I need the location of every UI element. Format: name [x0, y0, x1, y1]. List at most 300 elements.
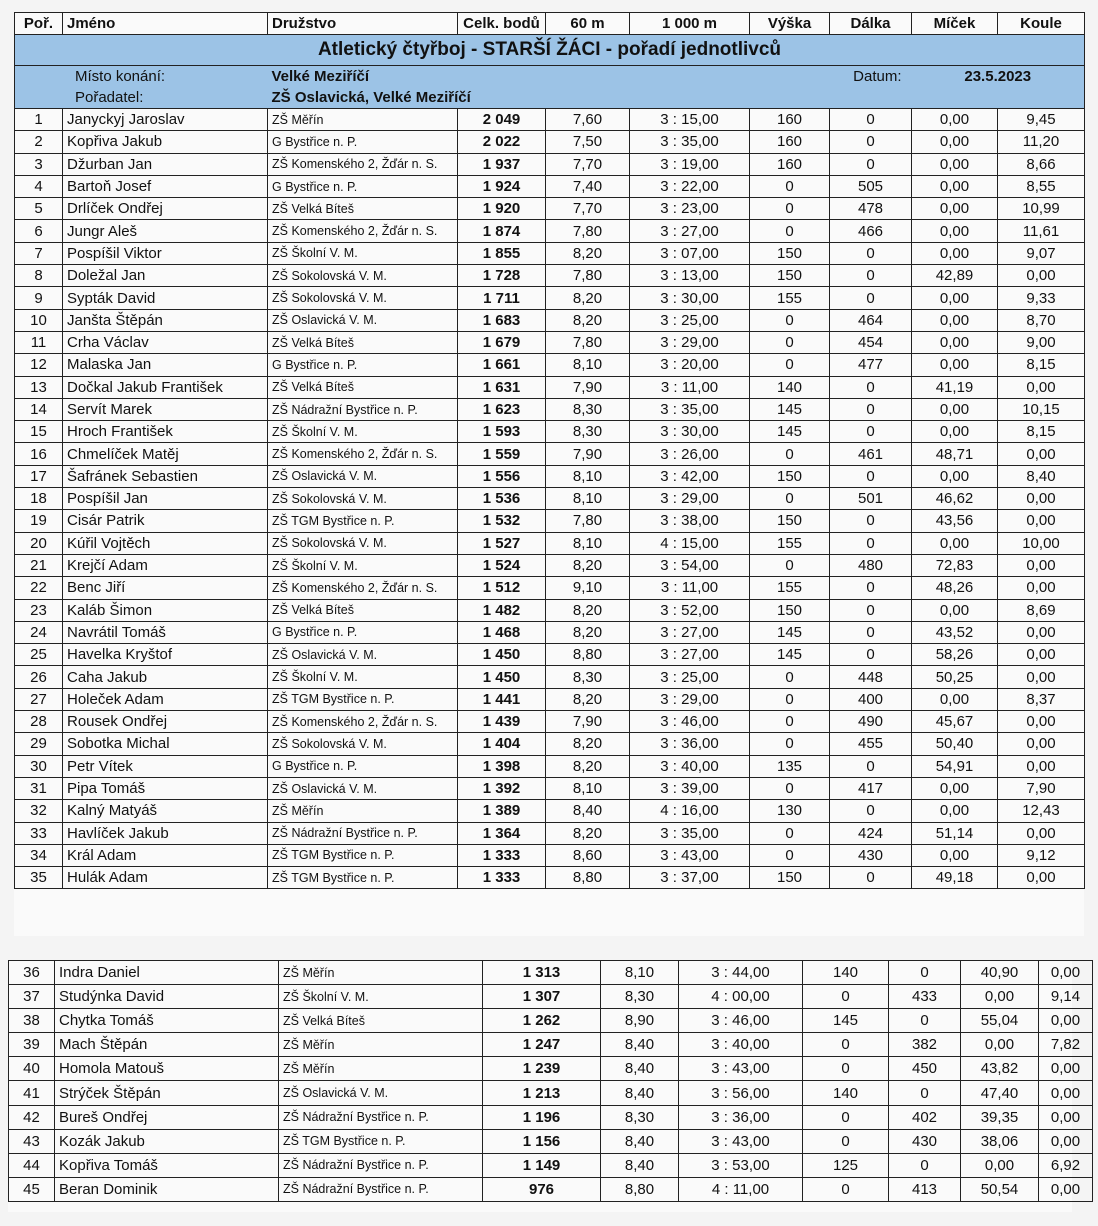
table-row — [15, 688, 1085, 710]
cell-rank: 24 — [15, 621, 63, 643]
cell-run: 3 : 30,00 — [630, 421, 750, 443]
table-row — [15, 844, 1085, 866]
cell-total: 1 468 — [458, 621, 546, 643]
cell-sprint: 8,20 — [546, 621, 630, 643]
cell-ball: 0,00 — [912, 800, 998, 822]
cell-long: 0 — [830, 287, 912, 309]
cell-total: 1 404 — [458, 733, 546, 755]
cell-long: 454 — [830, 331, 912, 353]
cell-high: 0 — [803, 1057, 889, 1081]
cell-name: Mach Štěpán — [55, 1033, 279, 1057]
cell-rank: 20 — [15, 532, 63, 554]
cell-total: 1 631 — [458, 376, 546, 398]
cell-sprint: 7,90 — [546, 376, 630, 398]
cell-name: Hroch František — [63, 421, 268, 443]
cell-shot: 0,00 — [998, 733, 1085, 755]
cell-high: 0 — [750, 309, 830, 331]
cell-total: 1 392 — [458, 777, 546, 799]
cell-sprint: 8,30 — [546, 398, 630, 420]
cell-run: 3 : 37,00 — [630, 867, 750, 889]
table-row — [15, 220, 1085, 242]
cell-rank: 26 — [15, 666, 63, 688]
cell-ball: 50,54 — [961, 1177, 1039, 1201]
header-long-jump: Dálka — [830, 13, 912, 35]
cell-long: 0 — [889, 961, 961, 985]
cell-shot: 0,00 — [998, 755, 1085, 777]
cell-long: 478 — [830, 198, 912, 220]
cell-name: Kopřiva Tomáš — [55, 1153, 279, 1177]
cell-high: 150 — [750, 465, 830, 487]
cell-total: 1 920 — [458, 198, 546, 220]
cell-name: Pospíšil Jan — [63, 488, 268, 510]
cell-long: 490 — [830, 711, 912, 733]
cell-team: G Bystřice n. P. — [268, 131, 458, 153]
cell-long: 0 — [830, 421, 912, 443]
cell-shot: 0,00 — [998, 644, 1085, 666]
cell-team: ZŠ Velká Bíteš — [268, 376, 458, 398]
cell-ball: 43,56 — [912, 510, 998, 532]
cell-team: G Bystřice n. P. — [268, 621, 458, 643]
cell-sprint: 8,40 — [546, 800, 630, 822]
cell-total: 1 307 — [483, 985, 601, 1009]
cell-sprint: 8,10 — [546, 354, 630, 376]
cell-shot: 0,00 — [1039, 1105, 1093, 1129]
cell-total: 1 398 — [458, 755, 546, 777]
cell-rank: 14 — [15, 398, 63, 420]
cell-run: 3 : 27,00 — [630, 621, 750, 643]
cell-ball: 38,06 — [961, 1129, 1039, 1153]
cell-run: 4 : 15,00 — [630, 532, 750, 554]
cell-total: 1 196 — [483, 1105, 601, 1129]
cell-team: G Bystřice n. P. — [268, 354, 458, 376]
cell-run: 3 : 40,00 — [679, 1033, 803, 1057]
cell-sprint: 8,20 — [546, 309, 630, 331]
table-row — [15, 421, 1085, 443]
cell-rank: 29 — [15, 733, 63, 755]
cell-rank: 12 — [15, 354, 63, 376]
cell-rank: 16 — [15, 443, 63, 465]
header-high-jump: Výška — [750, 13, 830, 35]
cell-rank: 45 — [9, 1177, 55, 1201]
table-row — [9, 985, 1093, 1009]
cell-name: Chytka Tomáš — [55, 1009, 279, 1033]
cell-name: Doležal Jan — [63, 265, 268, 287]
cell-long: 0 — [830, 599, 912, 621]
cell-name: Sobotka Michal — [63, 733, 268, 755]
cell-team: ZŠ TGM Bystřice n. P. — [268, 510, 458, 532]
cell-team: ZŠ Školní V. M. — [268, 666, 458, 688]
cell-team: ZŠ Komenského 2, Žďár n. S. — [268, 153, 458, 175]
cell-shot: 0,00 — [1039, 1081, 1093, 1105]
cell-run: 3 : 43,00 — [679, 1129, 803, 1153]
cell-long: 501 — [830, 488, 912, 510]
cell-name: Petr Vítek — [63, 755, 268, 777]
cell-total: 1 855 — [458, 242, 546, 264]
cell-team: ZŠ Nádražní Bystřice n. P. — [279, 1177, 483, 1201]
cell-ball: 54,91 — [912, 755, 998, 777]
cell-shot: 8,15 — [998, 354, 1085, 376]
cell-team: ZŠ Oslavická V. M. — [279, 1081, 483, 1105]
cell-run: 3 : 42,00 — [630, 465, 750, 487]
table-row — [15, 443, 1085, 465]
cell-rank: 44 — [9, 1153, 55, 1177]
table-row — [9, 1081, 1093, 1105]
cell-rank: 42 — [9, 1105, 55, 1129]
cell-ball: 48,71 — [912, 443, 998, 465]
cell-run: 3 : 44,00 — [679, 961, 803, 985]
cell-shot: 9,45 — [998, 109, 1085, 131]
table-row — [15, 755, 1085, 777]
cell-high: 140 — [803, 961, 889, 985]
cell-total: 1 559 — [458, 443, 546, 465]
cell-rank: 30 — [15, 755, 63, 777]
table-row — [15, 867, 1085, 889]
cell-shot: 8,15 — [998, 421, 1085, 443]
cell-high: 160 — [750, 131, 830, 153]
cell-long: 0 — [889, 1009, 961, 1033]
cell-total: 1 333 — [458, 844, 546, 866]
cell-name: Kozák Jakub — [55, 1129, 279, 1153]
cell-team: ZŠ Školní V. M. — [279, 985, 483, 1009]
cell-long: 413 — [889, 1177, 961, 1201]
cell-run: 3 : 52,00 — [630, 599, 750, 621]
header-ball: Míček — [912, 13, 998, 35]
cell-ball: 0,00 — [912, 421, 998, 443]
cell-name: Studýnka David — [55, 985, 279, 1009]
cell-shot: 9,07 — [998, 242, 1085, 264]
cell-total: 1 937 — [458, 153, 546, 175]
cell-run: 3 : 46,00 — [679, 1009, 803, 1033]
cell-ball: 0,00 — [912, 198, 998, 220]
cell-team: ZŠ Školní V. M. — [268, 421, 458, 443]
cell-rank: 31 — [15, 777, 63, 799]
cell-high: 0 — [750, 733, 830, 755]
cell-rank: 32 — [15, 800, 63, 822]
cell-run: 3 : 22,00 — [630, 175, 750, 197]
cell-ball: 0,00 — [912, 777, 998, 799]
cell-team: ZŠ Sokolovská V. M. — [268, 265, 458, 287]
cell-ball: 48,26 — [912, 577, 998, 599]
cell-rank: 41 — [9, 1081, 55, 1105]
cell-long: 450 — [889, 1057, 961, 1081]
cell-team: ZŠ Školní V. M. — [268, 554, 458, 576]
cell-run: 4 : 16,00 — [630, 800, 750, 822]
cell-long: 0 — [830, 465, 912, 487]
cell-run: 3 : 36,00 — [679, 1105, 803, 1129]
cell-total: 1 389 — [458, 800, 546, 822]
table-row — [15, 242, 1085, 264]
cell-rank: 17 — [15, 465, 63, 487]
cell-shot: 0,00 — [1039, 1057, 1093, 1081]
cell-ball: 0,00 — [961, 1033, 1039, 1057]
cell-ball: 50,40 — [912, 733, 998, 755]
cell-ball: 46,62 — [912, 488, 998, 510]
cell-total: 1 661 — [458, 354, 546, 376]
cell-run: 3 : 25,00 — [630, 666, 750, 688]
cell-team: ZŠ Oslavická V. M. — [268, 777, 458, 799]
table-row — [15, 800, 1085, 822]
cell-high: 140 — [803, 1081, 889, 1105]
table-row — [15, 822, 1085, 844]
cell-long: 448 — [830, 666, 912, 688]
cell-run: 4 : 11,00 — [679, 1177, 803, 1201]
cell-ball: 0,00 — [912, 153, 998, 175]
cell-total: 1 623 — [458, 398, 546, 420]
cell-run: 3 : 26,00 — [630, 443, 750, 465]
cell-total: 1 450 — [458, 644, 546, 666]
cell-high: 140 — [750, 376, 830, 398]
cell-long: 402 — [889, 1105, 961, 1129]
cell-team: ZŠ Velká Bíteš — [268, 599, 458, 621]
cell-long: 417 — [830, 777, 912, 799]
cell-high: 150 — [750, 242, 830, 264]
cell-shot: 9,33 — [998, 287, 1085, 309]
header-1000m: 1 000 m — [630, 13, 750, 35]
header-name: Jméno — [63, 13, 268, 35]
cell-ball: 0,00 — [912, 331, 998, 353]
cell-long: 430 — [889, 1129, 961, 1153]
cell-total: 1 156 — [483, 1129, 601, 1153]
cell-team: ZŠ Nádražní Bystřice n. P. — [279, 1153, 483, 1177]
cell-shot: 8,55 — [998, 175, 1085, 197]
cell-long: 0 — [830, 242, 912, 264]
cell-high: 0 — [750, 666, 830, 688]
cell-long: 0 — [830, 376, 912, 398]
cell-sprint: 8,80 — [546, 867, 630, 889]
cell-total: 1 213 — [483, 1081, 601, 1105]
cell-rank: 4 — [15, 175, 63, 197]
cell-total: 1 149 — [483, 1153, 601, 1177]
cell-sprint: 8,40 — [601, 1057, 679, 1081]
cell-sprint: 8,10 — [546, 532, 630, 554]
cell-sprint: 8,20 — [546, 688, 630, 710]
cell-run: 3 : 38,00 — [630, 510, 750, 532]
cell-name: Jungr Aleš — [63, 220, 268, 242]
cell-name: Janšta Štěpán — [63, 309, 268, 331]
cell-total: 1 924 — [458, 175, 546, 197]
cell-high: 0 — [750, 711, 830, 733]
organizer-value: ZŠ Oslavická, Velké Meziříčí — [268, 87, 1085, 109]
cell-high: 0 — [803, 1129, 889, 1153]
date-value: 23.5.2023 — [912, 66, 1085, 88]
cell-team: ZŠ Sokolovská V. M. — [268, 733, 458, 755]
cell-name: Havlíček Jakub — [63, 822, 268, 844]
cell-run: 3 : 29,00 — [630, 488, 750, 510]
cell-run: 3 : 43,00 — [679, 1057, 803, 1081]
cell-high: 0 — [750, 488, 830, 510]
cell-name: Pospíšil Viktor — [63, 242, 268, 264]
cell-name: Hulák Adam — [63, 867, 268, 889]
column-headers — [15, 13, 1085, 35]
cell-high: 160 — [750, 109, 830, 131]
cell-ball: 0,00 — [912, 599, 998, 621]
cell-name: Janyckyj Jaroslav — [63, 109, 268, 131]
cell-long: 461 — [830, 443, 912, 465]
cell-high: 145 — [750, 644, 830, 666]
cell-shot: 8,37 — [998, 688, 1085, 710]
cell-name: Holeček Adam — [63, 688, 268, 710]
cell-ball: 0,00 — [912, 844, 998, 866]
cell-rank: 5 — [15, 198, 63, 220]
cell-team: ZŠ TGM Bystřice n. P. — [268, 844, 458, 866]
cell-total: 1 593 — [458, 421, 546, 443]
table-row — [9, 1033, 1093, 1057]
table-row — [9, 1129, 1093, 1153]
cell-high: 0 — [750, 777, 830, 799]
cell-total: 1 532 — [458, 510, 546, 532]
cell-ball: 41,19 — [912, 376, 998, 398]
results-sheet-top — [14, 12, 1084, 936]
cell-run: 3 : 56,00 — [679, 1081, 803, 1105]
cell-shot: 10,99 — [998, 198, 1085, 220]
cell-sprint: 8,10 — [601, 961, 679, 985]
cell-sprint: 8,20 — [546, 554, 630, 576]
cell-total: 1 512 — [458, 577, 546, 599]
cell-name: Indra Daniel — [55, 961, 279, 985]
table-row — [15, 198, 1085, 220]
cell-ball: 0,00 — [912, 175, 998, 197]
cell-run: 3 : 07,00 — [630, 242, 750, 264]
cell-sprint: 8,30 — [601, 985, 679, 1009]
cell-ball: 0,00 — [912, 465, 998, 487]
cell-run: 3 : 35,00 — [630, 131, 750, 153]
cell-sprint: 8,40 — [601, 1081, 679, 1105]
table-row — [15, 666, 1085, 688]
cell-team: ZŠ Velká Bíteš — [268, 331, 458, 353]
cell-team: ZŠ Oslavická V. M. — [268, 465, 458, 487]
cell-long: 0 — [830, 510, 912, 532]
cell-total: 1 247 — [483, 1033, 601, 1057]
cell-team: ZŠ Měřín — [279, 1057, 483, 1081]
cell-rank: 9 — [15, 287, 63, 309]
cell-run: 3 : 23,00 — [630, 198, 750, 220]
cell-shot: 7,82 — [1039, 1033, 1093, 1057]
table-row — [9, 1177, 1093, 1201]
cell-shot: 10,00 — [998, 532, 1085, 554]
cell-shot: 0,00 — [1039, 1009, 1093, 1033]
cell-high: 0 — [803, 1105, 889, 1129]
cell-run: 4 : 00,00 — [679, 985, 803, 1009]
cell-ball: 0,00 — [912, 242, 998, 264]
cell-rank: 43 — [9, 1129, 55, 1153]
cell-shot: 9,12 — [998, 844, 1085, 866]
cell-long: 466 — [830, 220, 912, 242]
cell-name: Pipa Tomáš — [63, 777, 268, 799]
cell-rank: 35 — [15, 867, 63, 889]
cell-name: Havelka Kryštof — [63, 644, 268, 666]
cell-long: 433 — [889, 985, 961, 1009]
cell-name: Caha Jakub — [63, 666, 268, 688]
cell-rank: 27 — [15, 688, 63, 710]
cell-shot: 0,00 — [998, 510, 1085, 532]
table-row — [15, 599, 1085, 621]
cell-name: Rousek Ondřej — [63, 711, 268, 733]
cell-high: 0 — [803, 1177, 889, 1201]
cell-name: Král Adam — [63, 844, 268, 866]
cell-run: 3 : 29,00 — [630, 688, 750, 710]
cell-name: Kopřiva Jakub — [63, 131, 268, 153]
cell-ball: 49,18 — [912, 867, 998, 889]
cell-high: 155 — [750, 577, 830, 599]
cell-team: ZŠ Měřín — [268, 800, 458, 822]
cell-high: 150 — [750, 599, 830, 621]
cell-team: ZŠ Oslavická V. M. — [268, 644, 458, 666]
cell-high: 0 — [750, 198, 830, 220]
table-row — [15, 577, 1085, 599]
cell-long: 455 — [830, 733, 912, 755]
cell-ball: 0,00 — [912, 354, 998, 376]
cell-total: 1 711 — [458, 287, 546, 309]
cell-name: Sypták David — [63, 287, 268, 309]
cell-long: 0 — [830, 153, 912, 175]
table-row — [15, 175, 1085, 197]
cell-rank: 15 — [15, 421, 63, 443]
cell-total: 1 874 — [458, 220, 546, 242]
cell-name: Benc Jiří — [63, 577, 268, 599]
table-row — [9, 1009, 1093, 1033]
cell-long: 0 — [830, 867, 912, 889]
sheet-title: Atletický čtyřboj - STARŠÍ ŽÁCI - pořadí jednotlivců — [15, 35, 1085, 66]
cell-high: 155 — [750, 287, 830, 309]
cell-name: Crha Václav — [63, 331, 268, 353]
cell-ball: 39,35 — [961, 1105, 1039, 1129]
cell-run: 3 : 27,00 — [630, 220, 750, 242]
cell-long: 424 — [830, 822, 912, 844]
cell-long: 0 — [830, 398, 912, 420]
cell-long: 0 — [889, 1153, 961, 1177]
cell-high: 145 — [750, 398, 830, 420]
cell-team: ZŠ Nádražní Bystřice n. P. — [268, 822, 458, 844]
cell-team: ZŠ Nádražní Bystřice n. P. — [279, 1105, 483, 1129]
cell-long: 505 — [830, 175, 912, 197]
cell-total: 2 022 — [458, 131, 546, 153]
cell-total: 1 364 — [458, 822, 546, 844]
header-total: Celk. bodů — [458, 13, 546, 35]
table-row — [15, 532, 1085, 554]
cell-long: 480 — [830, 554, 912, 576]
cell-rank: 8 — [15, 265, 63, 287]
cell-long: 0 — [830, 755, 912, 777]
table-row — [15, 488, 1085, 510]
table-row — [15, 309, 1085, 331]
cell-name: Bartoň Josef — [63, 175, 268, 197]
cell-shot: 0,00 — [1039, 1177, 1093, 1201]
cell-run: 3 : 36,00 — [630, 733, 750, 755]
cell-sprint: 7,40 — [546, 175, 630, 197]
cell-ball: 0,00 — [912, 398, 998, 420]
cell-run: 3 : 11,00 — [630, 376, 750, 398]
cell-sprint: 8,20 — [546, 287, 630, 309]
cell-sprint: 7,80 — [546, 510, 630, 532]
cell-rank: 6 — [15, 220, 63, 242]
cell-team: G Bystřice n. P. — [268, 175, 458, 197]
cell-high: 150 — [750, 867, 830, 889]
cell-high: 0 — [750, 220, 830, 242]
cell-sprint: 8,30 — [601, 1105, 679, 1129]
cell-ball: 51,14 — [912, 822, 998, 844]
cell-high: 150 — [750, 265, 830, 287]
table-row — [15, 398, 1085, 420]
table-row — [15, 131, 1085, 153]
cell-rank: 33 — [15, 822, 63, 844]
cell-total: 1 450 — [458, 666, 546, 688]
cell-ball: 43,52 — [912, 621, 998, 643]
cell-long: 477 — [830, 354, 912, 376]
cell-ball: 47,40 — [961, 1081, 1039, 1105]
cell-shot: 8,69 — [998, 599, 1085, 621]
cell-name: Kúřil Vojtěch — [63, 532, 268, 554]
cell-run: 3 : 27,00 — [630, 644, 750, 666]
